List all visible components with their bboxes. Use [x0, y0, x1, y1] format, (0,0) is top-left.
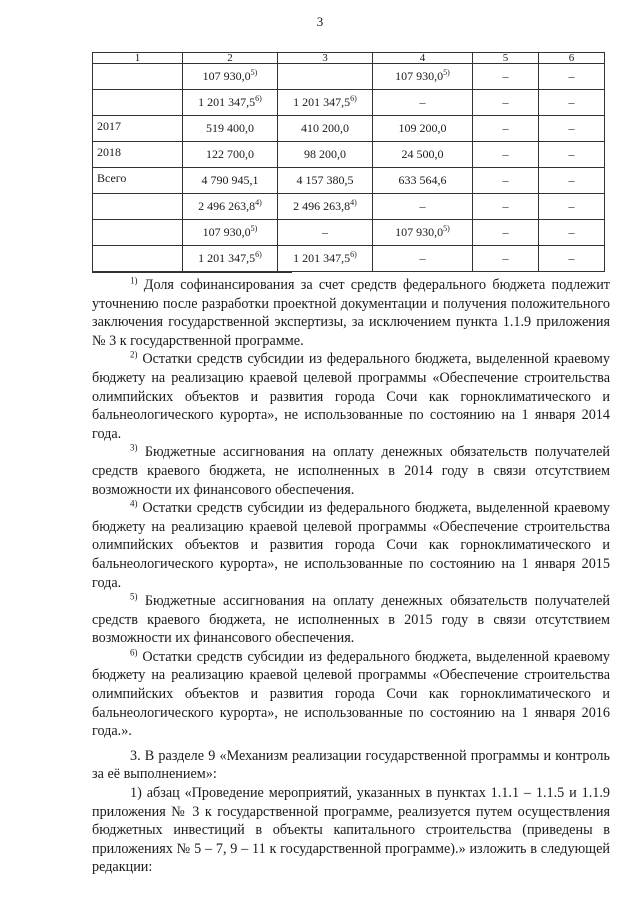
footnote-ref: 5)	[250, 224, 258, 233]
year-cell	[93, 90, 183, 116]
local-budget-cell: –	[473, 90, 539, 116]
footnote-4: $^{4)}$ Остатки средств субсидии из федерального бюджета, выделенной краевому бюджету на реализацию краевой целевой программы «Обеспечение строительства олимпийских объектов и развития города Сочи как горноклиматического и бальнеологического курорта», не использованные по состоянию на 1 января 2015 года.	[92, 498, 610, 591]
header-cell: 4	[373, 53, 473, 64]
year-cell	[93, 246, 183, 272]
funding-table	[92, 52, 605, 272]
federal-budget-cell: –	[373, 194, 473, 220]
other-sources-cell: –	[539, 116, 605, 142]
table-row	[93, 116, 605, 142]
year-cell	[93, 194, 183, 220]
other-sources-cell: –	[539, 246, 605, 272]
local-budget-cell: –	[473, 116, 539, 142]
table-row	[93, 194, 605, 220]
local-budget-cell: –	[473, 194, 539, 220]
total-cell: 122 700,0	[183, 142, 278, 168]
footnote-separator	[92, 272, 292, 273]
body-paragraph-2: 1) абзац «Проведение мероприятий, указанных в пунктах 1.1.1 – 1.1.5 и 1.1.9 приложения № 3 к государственной программе, реализуется путем осуществления бюджетных инвестиций в объекты капитального строительства (приведены в приложениях № 5 – 7, 9 – 11 к государственной программе).» изложить в следующей редакции:	[92, 785, 610, 876]
footnote-3: $^{3)}$ Бюджетные ассигнования на оплату денежных обязательств получателей средств краевого бюджета, не исполненных в 2014 году в связи отсутствием возможности их финансового обеспечения.	[92, 442, 610, 498]
total-cell: 4 790 945,1	[183, 168, 278, 194]
header-cell: 2	[183, 53, 278, 64]
total-cell: 1 201 347,5$^{6)}$	[183, 90, 278, 116]
footnote-ref: 5)	[443, 224, 450, 233]
other-sources-cell: –	[539, 168, 605, 194]
footnote-2: $^{2)}$ Остатки средств субсидии из федерального бюджета, выделенной краевому бюджету на реализацию краевой целевой программы «Обеспечение строительства олимпийских объектов и развития города Сочи как горноклиматического и бальнеологического курорта», не использованные по состоянию на 1 января 2014 года.	[92, 349, 610, 442]
footnote-ref: 4)	[255, 198, 262, 207]
page-number: 3	[316, 14, 324, 29]
total-cell: 107 930,0$^{5)}$	[183, 220, 278, 246]
footnote-ref: 6)	[350, 94, 357, 103]
footnote-ref: 4)	[350, 198, 357, 207]
header-cell: 1	[93, 53, 183, 64]
regional-budget-cell: –	[278, 220, 373, 246]
local-budget-cell: –	[473, 64, 539, 90]
header-cell: 3	[278, 53, 373, 64]
total-cell: 1 201 347,5$^{6)}$	[183, 246, 278, 272]
other-sources-cell: –	[539, 194, 605, 220]
federal-budget-cell: 633 564,6	[373, 168, 473, 194]
footnote-5: $^{5)}$ Бюджетные ассигнования на оплату денежных обязательств получателей средств краевого бюджета, не исполненных в 2015 году в связи отсутствием возможности их финансового обеспечения.	[92, 591, 610, 647]
local-budget-cell: –	[473, 246, 539, 272]
table-row	[93, 64, 605, 90]
local-budget-cell: –	[473, 142, 539, 168]
footnote-ref: 6)	[350, 250, 357, 259]
table-row	[93, 246, 605, 272]
regional-budget-cell: 4 157 380,5	[278, 168, 373, 194]
local-budget-cell: –	[473, 168, 539, 194]
table-row	[93, 90, 605, 116]
year-cell	[93, 220, 183, 246]
regional-budget-cell: 2 496 263,8$^{4)}$	[278, 194, 373, 220]
regional-budget-cell	[278, 64, 373, 90]
federal-budget-cell: 107 930,0$^{5)}$	[373, 220, 473, 246]
total-cell: 2 496 263,8$^{4)}$	[183, 194, 278, 220]
other-sources-cell: –	[539, 90, 605, 116]
footnote-1: $^{1)}$ Доля софинансирования за счет средств федерального бюджета подлежит уточнению после разработки проектной документации и получения положительного заключения государственной экспертизы, за исключением пункта 1.1.9 приложения № 3 к государственной программе.	[92, 275, 610, 349]
footnote-6: $^{6)}$ Остатки средств субсидии из федерального бюджета, выделенной краевому бюджету на реализацию краевой целевой программы «Обеспечение строительства олимпийских объектов и развития города Сочи как горноклиматического и бальнеологического курорта», не использованные по состоянию на 1 января 2016 года.».	[92, 647, 610, 740]
federal-budget-cell: 107 930,0$^{5)}$	[373, 64, 473, 90]
regional-budget-cell: 98 200,0	[278, 142, 373, 168]
other-sources-cell: –	[539, 64, 605, 90]
footnote-ref: 6)	[255, 250, 262, 259]
other-sources-cell: –	[539, 142, 605, 168]
year-cell: Всего	[93, 168, 183, 194]
federal-budget-cell: 109 200,0	[373, 116, 473, 142]
table-row	[93, 220, 605, 246]
federal-budget-cell: 24 500,0	[373, 142, 473, 168]
federal-budget-cell: –	[373, 246, 473, 272]
footnote-ref: 5)	[250, 68, 258, 77]
other-sources-cell: –	[539, 220, 605, 246]
table-header-row	[93, 53, 605, 64]
table-row	[93, 168, 605, 194]
federal-budget-cell: –	[373, 90, 473, 116]
footnote-ref: 5)	[443, 68, 450, 77]
regional-budget-cell: 410 200,0	[278, 116, 373, 142]
table-row	[93, 142, 605, 168]
body-paragraph-1: 3. В разделе 9 «Механизм реализации государственной программы и контроль за её выполнением»:	[92, 747, 610, 783]
year-cell	[93, 64, 183, 90]
regional-budget-cell: 1 201 347,5$^{6)}$	[278, 90, 373, 116]
regional-budget-cell: 1 201 347,5$^{6)}$	[278, 246, 373, 272]
document-text	[92, 276, 610, 877]
footnote-ref: 6)	[255, 94, 262, 103]
year-cell: 2017	[93, 116, 183, 142]
header-cell: 5	[473, 53, 539, 64]
local-budget-cell: –	[473, 220, 539, 246]
year-cell: 2018	[93, 142, 183, 168]
header-cell: 6	[539, 53, 605, 64]
total-cell: 519 400,0	[183, 116, 278, 142]
total-cell: 107 930,0$^{5)}$	[183, 64, 278, 90]
